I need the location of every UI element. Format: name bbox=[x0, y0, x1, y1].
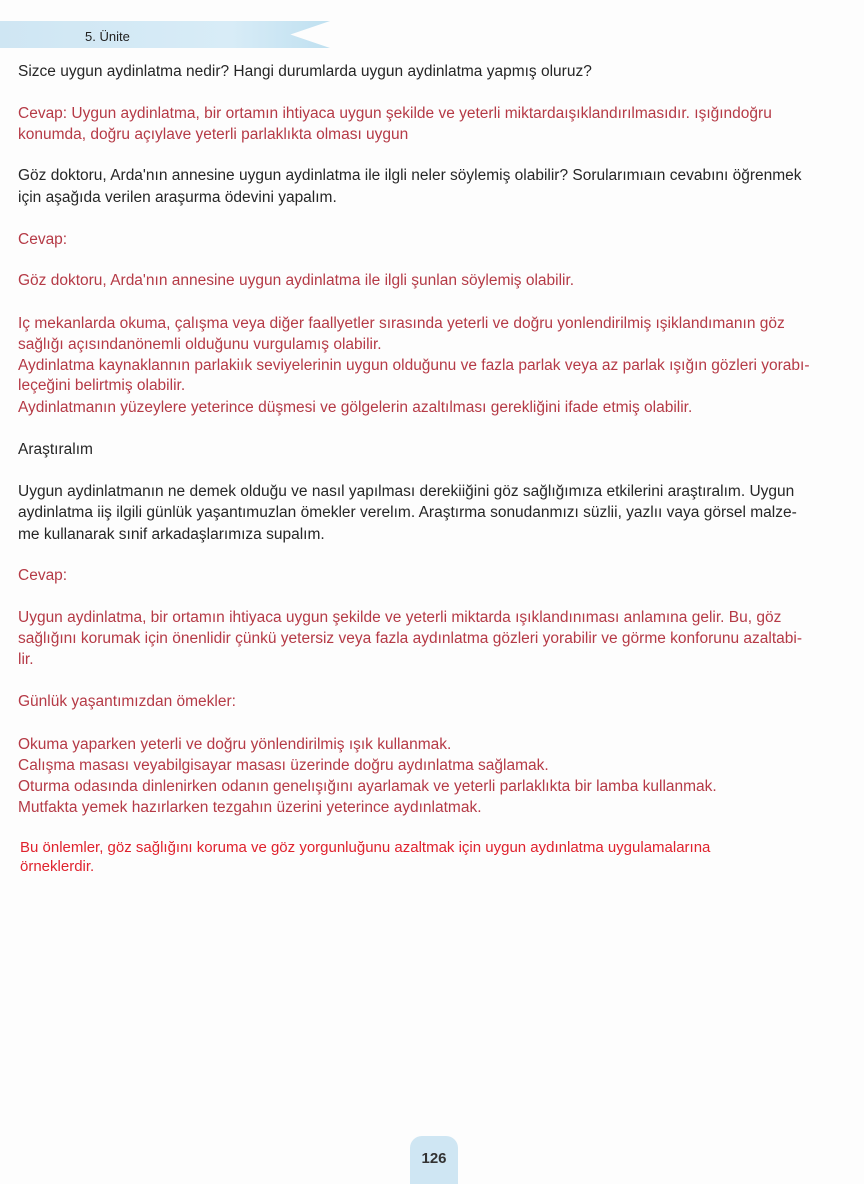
question-2-line: Göz doktoru, Arda'nın annesine uygun aydinlatma ile ilgli neler söylemiş olabilir? Sorularımıaın cevabını öğrenmek bbox=[18, 167, 802, 184]
answer-3-label: Cevap: bbox=[18, 567, 68, 584]
examples-title: Günlük yaşantımızdan ömekler: bbox=[18, 693, 236, 710]
answer-2-point: Aydinlatmanın yüzeylere yeterince düşmesi ve gölgelerin azaltılması gerekliğini ifade etmiş olabilir. bbox=[18, 399, 693, 416]
answer-2-point: leçeğini belirtmiş olabilir. bbox=[18, 377, 186, 394]
answer-2-point: Iç mekanlarda okuma, çalışma veya diğer faallyetler sırasında yeterli ve doğru yonlendirilmiş ışiklandımanın göz bbox=[18, 315, 785, 332]
answer-3-line: sağlığını korumak için önenlidir çünkü yetersiz veya fazla aydınlatma gözleri yorabilir ve görme konforunu azaltabi- bbox=[18, 630, 802, 647]
conclusion-line: örneklerdir. bbox=[20, 858, 95, 875]
answer-1-line: Cevap: Uygun aydinlatma, bir ortamın ihtiyaca uygun şekilde ve yeterli miktardaışıklandırılmasıdır. ışığındoğru bbox=[18, 105, 772, 122]
question-2-line: için aşağıda verilen araşurma ödevini yapalım. bbox=[18, 189, 337, 206]
unit-label: 5. Ünite bbox=[85, 29, 130, 44]
answer-3-line: lir. bbox=[18, 651, 34, 668]
example-item: Oturma odasında dinlenirken odanın genelışığını ayarlamak ve yeterli parlaklıkta bir lamba kullanmak. bbox=[18, 778, 717, 795]
answer-3-line: Uygun aydinlatma, bir ortamın ihtiyaca uygun şekilde ve yeterli miktarda ışıklandınıması anlamına gelir. Bu, göz bbox=[18, 609, 782, 626]
example-item: Okuma yaparken yeterli ve doğru yönlendirilmiş ışık kullanmak. bbox=[18, 736, 452, 753]
answer-2-intro: Göz doktoru, Arda'nın annesine uygun aydinlatma ile ilgli şunlan söylemiş olabilir. bbox=[18, 272, 575, 289]
answer-2-point: Aydinlatma kaynaklannın parlakiık seviyelerinin uygun olduğunu ve fazla parlak veya az parlak ışığın gözleri yorabı- bbox=[18, 357, 810, 374]
answer-2-point: sağlığı açısındanönemli olduğunu vurgulamış olabilir. bbox=[18, 336, 382, 353]
example-item: Mutfakta yemek hazırlarken tezgahın üzerini yeterince aydınlatmak. bbox=[18, 799, 482, 816]
research-text-line: Uygun aydinlatmanın ne demek olduğu ve nasıl yapılması derekiiğini göz sağlığımıza etkilerini araştıralım. Uygun bbox=[18, 483, 795, 500]
conclusion-line: Bu önlemler, göz sağlığını koruma ve göz yorgunluğunu azaltmak için uygun aydınlatma uygulamalarına bbox=[20, 839, 711, 856]
example-item: Calışma masası veyabilgisayar masası üzerinde doğru aydınlatma sağlamak. bbox=[18, 757, 549, 774]
answer-2-label: Cevap: bbox=[18, 231, 68, 248]
research-text-line: me kullanarak sınif arkadaşlarımıza supalım. bbox=[18, 526, 325, 543]
unit-header-band bbox=[0, 21, 330, 48]
research-text-line: aydinlatma iiş ilgili günlük yaşantımuzlan ömekler verelım. Araştırma sonudanmızı süzlii, yazlıı vaya görsel malze- bbox=[18, 504, 797, 521]
answer-1-line: konumda, doğru açıylave yeterli parlaklıkta olması uygun bbox=[18, 126, 409, 143]
page-number: 126 bbox=[421, 1150, 447, 1167]
research-title: Araştıralım bbox=[18, 441, 93, 458]
question-1: Sizce uygun aydinlatma nedir? Hangi durumlarda uygun aydinlatma yapmış oluruz? bbox=[18, 63, 592, 80]
